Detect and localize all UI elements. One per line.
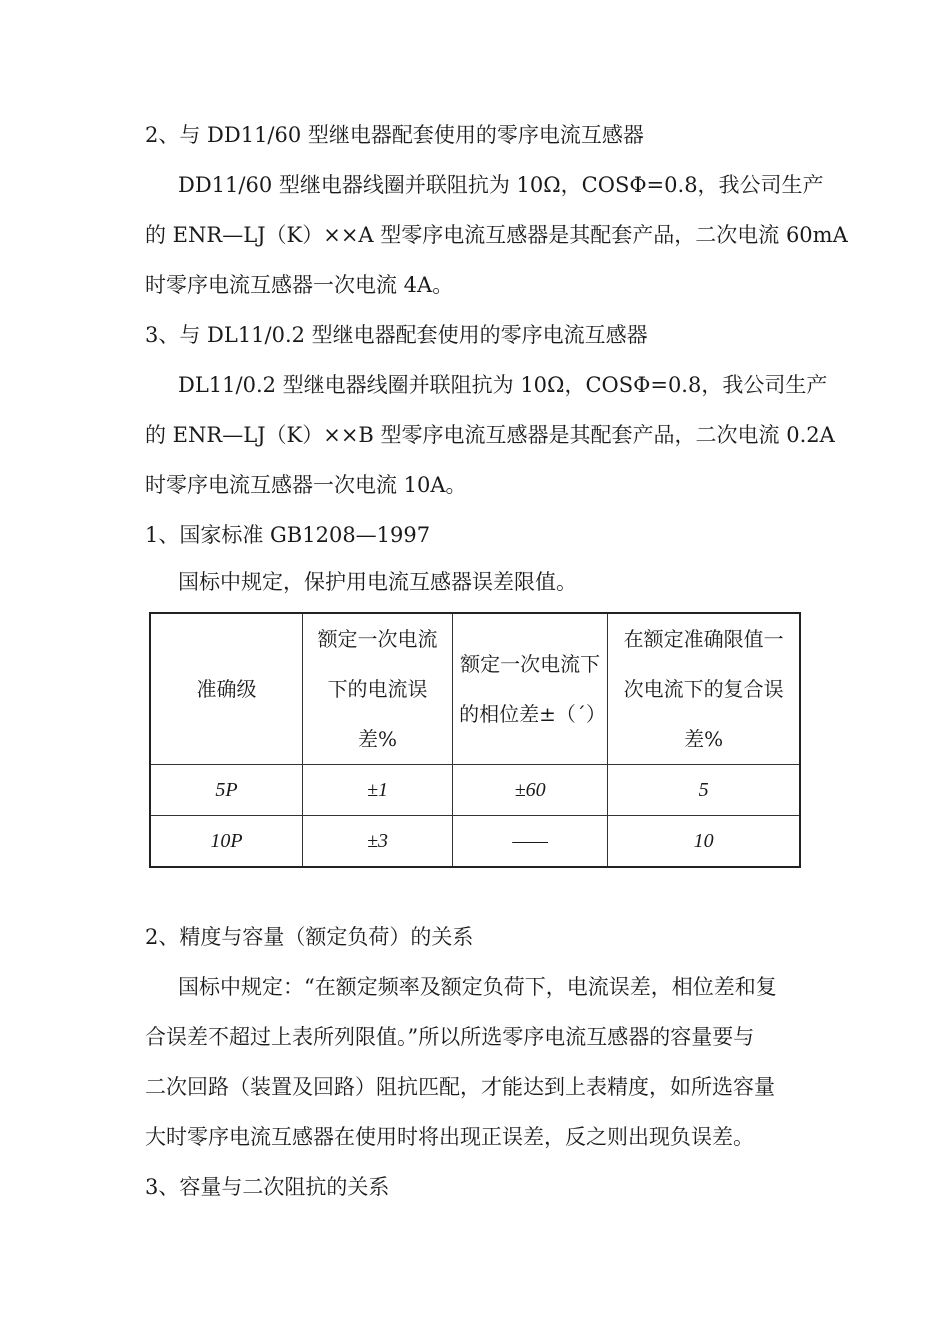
- table-header-cell: 准确级: [150, 613, 303, 765]
- table-cell: ±60: [453, 765, 608, 816]
- table-cell: 10: [608, 816, 800, 868]
- section-heading-precision: 2、精度与容量（额定负荷）的关系: [145, 925, 474, 949]
- section-heading-capacity: 3、容量与二次阻抗的关系: [145, 1175, 390, 1199]
- section-heading-dl11: 3、与 DL11/0.2 型继电器配套使用的零序电流互感器: [145, 323, 648, 347]
- table-header-row: [150, 613, 800, 765]
- table-cell: ±1: [303, 765, 453, 816]
- paragraph-line: 国标中规定，保护用电流互感器误差限值。: [178, 570, 577, 594]
- paragraph-line: 国标中规定：“在额定频率及额定负荷下，电流误差，相位差和复: [178, 975, 777, 999]
- paragraph-line: 时零序电流互感器一次电流 10A。: [145, 473, 467, 497]
- paragraph-line: 合误差不超过上表所列限值。”所以所选零序电流互感器的容量要与: [145, 1025, 755, 1049]
- table-cell: 10P: [150, 816, 303, 868]
- table-cell: 5: [608, 765, 800, 816]
- table-cell: 5P: [150, 765, 303, 816]
- paragraph-line: 的 ENR—LJ（K）××B 型零序电流互感器是其配套产品，二次电流 0.2A: [145, 423, 835, 447]
- table-header-cell: 额定一次电流下的电流误差%: [303, 613, 453, 765]
- table-cell: ——: [453, 816, 608, 868]
- section-heading-standard: 1、国家标准 GB1208—1997: [145, 523, 431, 547]
- table-cell: ±3: [303, 816, 453, 868]
- table-row: [150, 765, 800, 816]
- paragraph-line: DL11/0.2 型继电器线圈并联阻抗为 10Ω，COSΦ=0.8，我公司生产: [178, 373, 828, 397]
- paragraph-line: 时零序电流互感器一次电流 4A。: [145, 273, 454, 297]
- paragraph-line: 的 ENR—LJ（K）××A 型零序电流互感器是其配套产品，二次电流 60mA: [145, 223, 848, 247]
- table-header-cell: 额定一次电流下的相位差±（´）: [453, 613, 608, 765]
- section-heading-dd11: 2、与 DD11/60 型继电器配套使用的零序电流互感器: [145, 123, 644, 147]
- paragraph-line: DD11/60 型继电器线圈并联阻抗为 10Ω，COSΦ=0.8，我公司生产: [178, 173, 824, 197]
- table-header-cell: 在额定准确限值一次电流下的复合误差%: [608, 613, 800, 765]
- table-row: [150, 816, 800, 868]
- paragraph-line: 二次回路（装置及回路）阻抗匹配，才能达到上表精度，如所选容量: [145, 1075, 775, 1099]
- paragraph-line: 大时零序电流互感器在使用时将出现正误差，反之则出现负误差。: [145, 1125, 754, 1149]
- error-limit-table: [149, 612, 801, 868]
